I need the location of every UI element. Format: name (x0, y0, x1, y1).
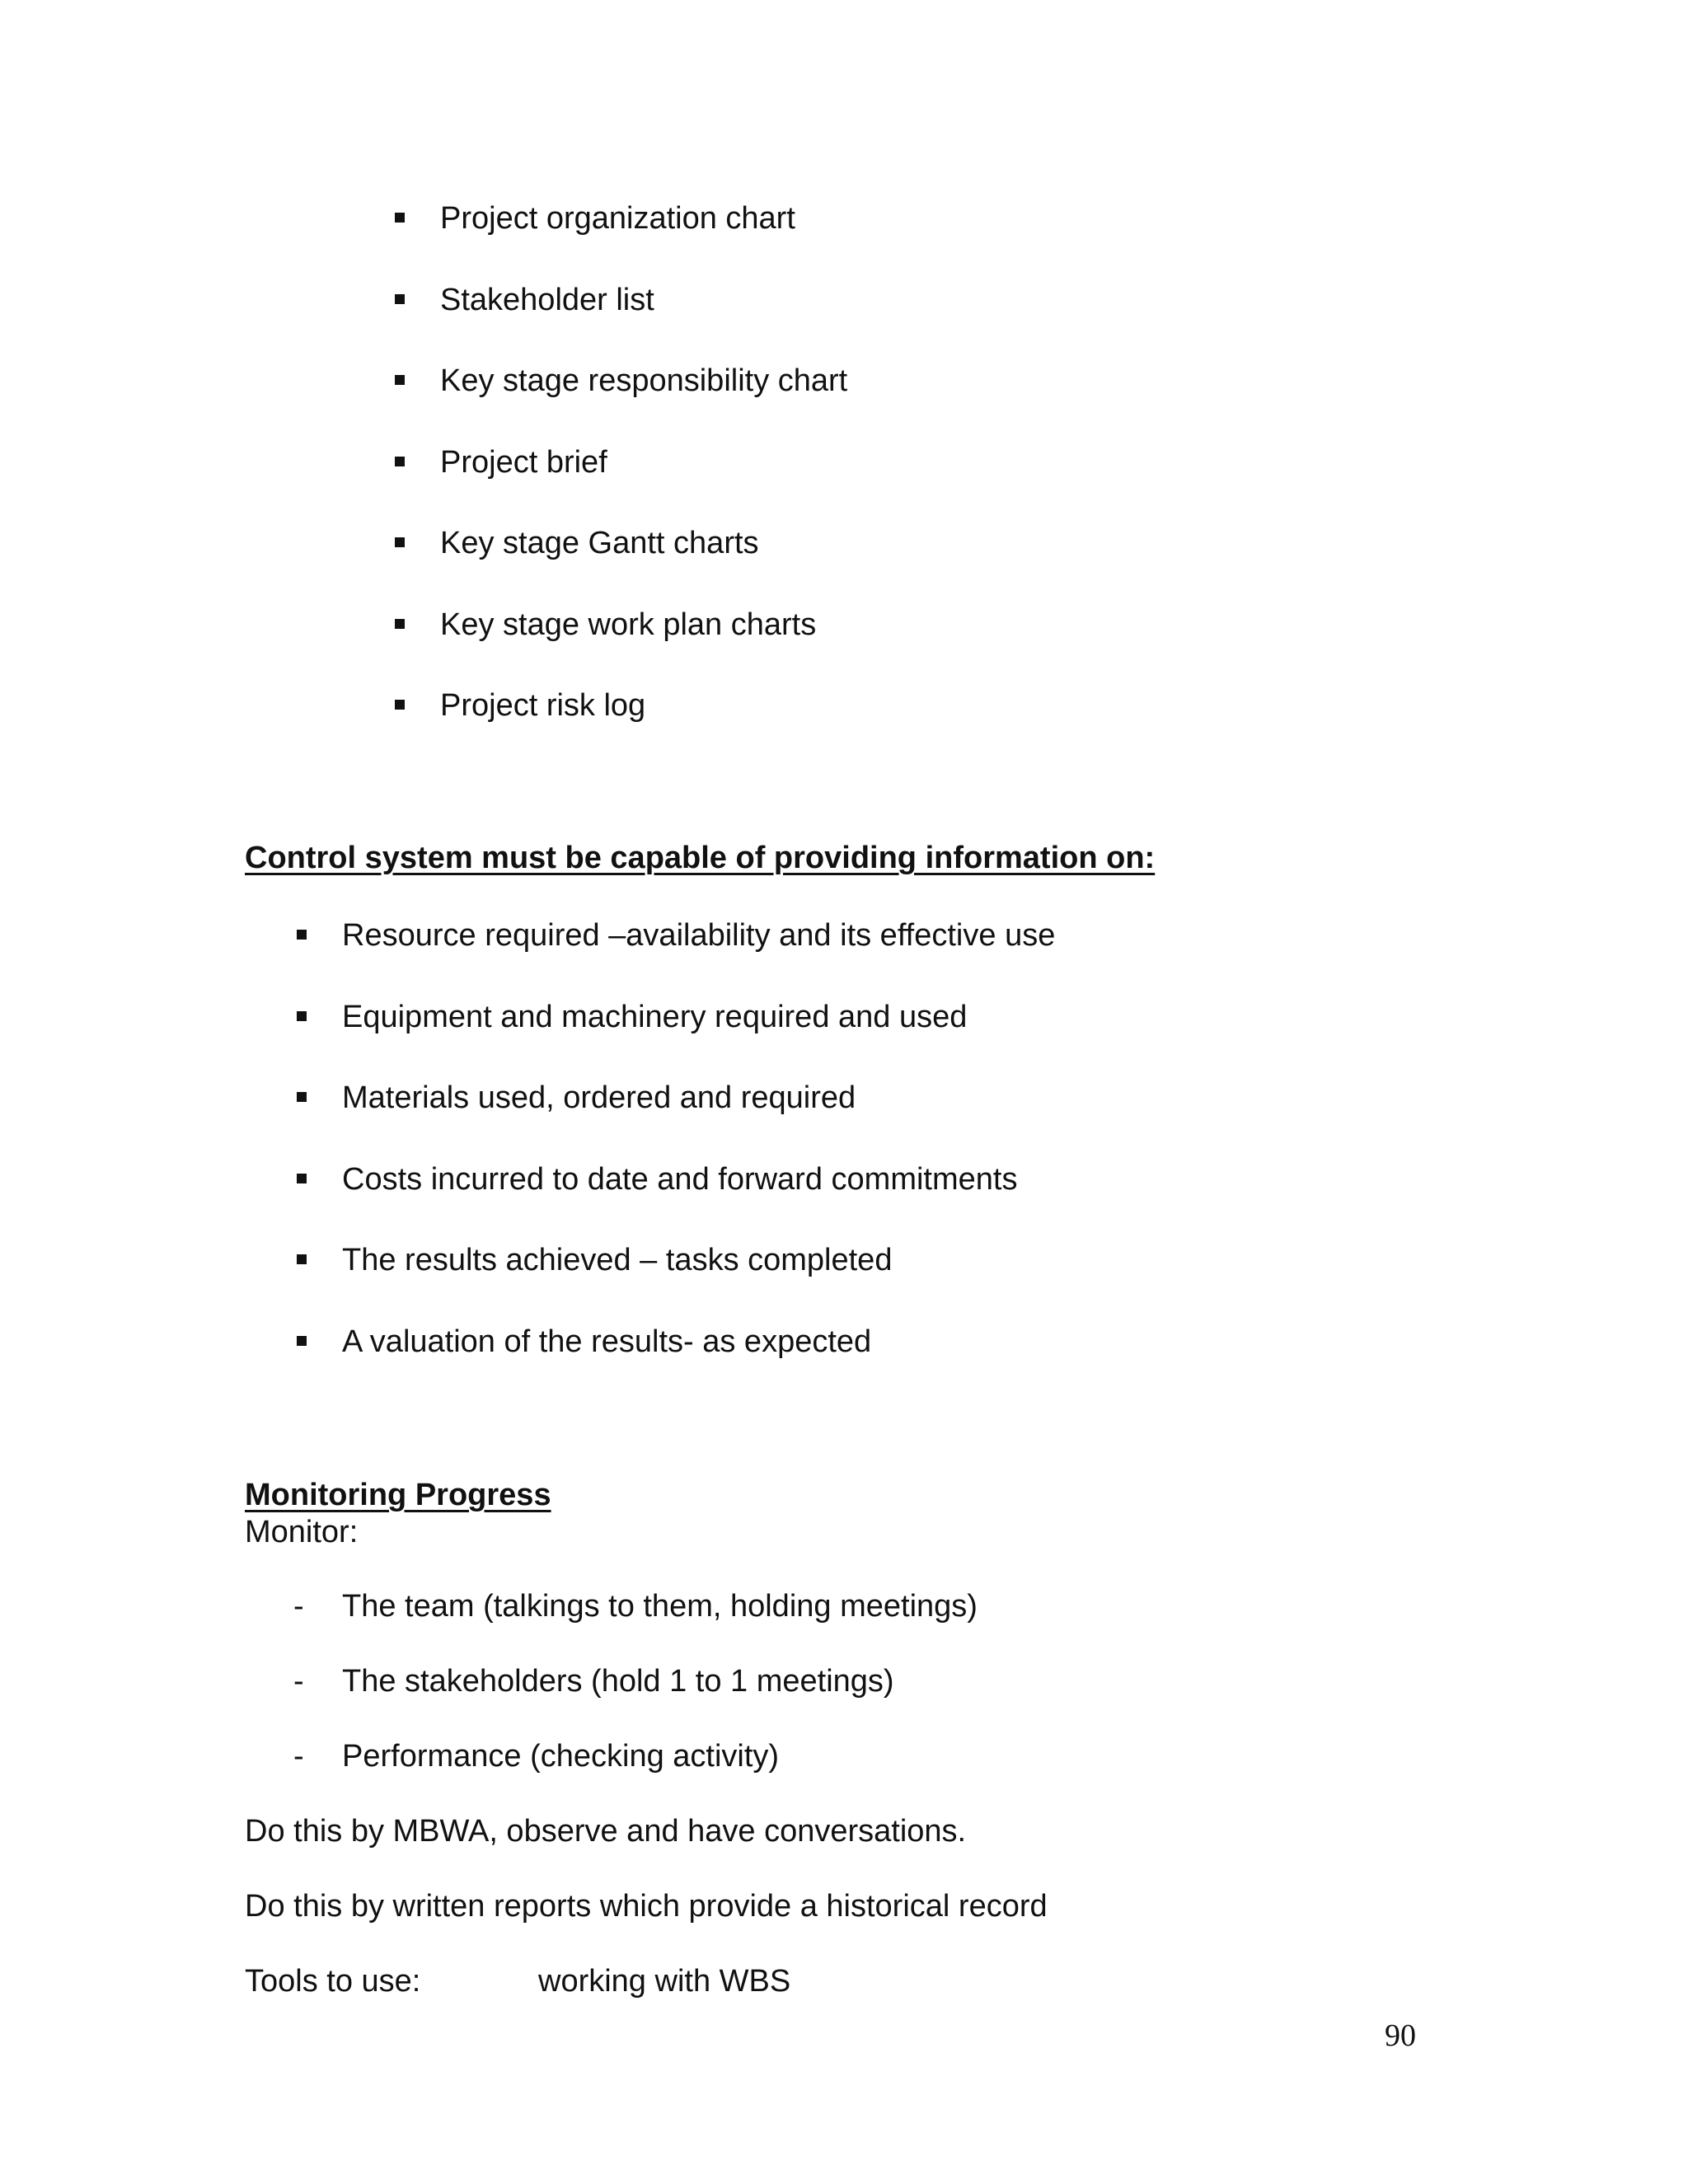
tools-label: Tools to use: (245, 1964, 421, 1999)
list-item-label: Performance (checking activity) (342, 1739, 780, 1774)
square-bullet-icon (395, 375, 405, 385)
list-item-label: Project organization chart (440, 201, 795, 236)
square-bullet-icon (395, 537, 405, 547)
list-item-label: The results achieved – tasks completed (342, 1243, 893, 1277)
square-bullet-icon (395, 619, 405, 629)
list-item-label: Stakeholder list (440, 283, 654, 317)
square-bullet-icon (395, 457, 405, 466)
square-bullet-icon (297, 1336, 307, 1346)
dash-bullet: - (293, 1739, 304, 1774)
square-bullet-icon (395, 294, 405, 304)
page-number: 90 (1385, 2018, 1416, 2053)
list-item-label: Resource required –availability and its effective use (342, 918, 1056, 953)
paragraph: Do this by MBWA, observe and have conversations. (245, 1814, 967, 1849)
tools-value: working with WBS (538, 1964, 791, 1999)
section-heading: Control system must be capable of providing information on: (245, 841, 1156, 875)
dash-bullet: - (293, 1664, 304, 1699)
list-item-label: Materials used, ordered and required (342, 1080, 856, 1115)
list-item-label: The stakeholders (hold 1 to 1 meetings) (342, 1664, 894, 1699)
square-bullet-icon (297, 930, 307, 940)
square-bullet-icon (395, 700, 405, 710)
list-item-label: Project brief (440, 445, 607, 480)
paragraph: Do this by written reports which provide a historical record (245, 1889, 1048, 1924)
dash-bullet: - (293, 1589, 304, 1624)
monitor-intro: Monitor: (245, 1515, 359, 1549)
square-bullet-icon (297, 1092, 307, 1102)
list-item-label: The team (talkings to them, holding meetings) (342, 1589, 978, 1624)
square-bullet-icon (395, 213, 405, 223)
list-item-label: Key stage Gantt charts (440, 526, 759, 560)
list-item-label: Costs incurred to date and forward commitments (342, 1162, 1018, 1197)
square-bullet-icon (297, 1174, 307, 1183)
list-item-label: Key stage responsibility chart (440, 363, 848, 398)
section-heading: Monitoring Progress (245, 1478, 551, 1512)
square-bullet-icon (297, 1011, 307, 1021)
square-bullet-icon (297, 1254, 307, 1264)
list-item-label: A valuation of the results- as expected (342, 1324, 872, 1359)
list-item-label: Equipment and machinery required and used (342, 1000, 968, 1034)
list-item-label: Key stage work plan charts (440, 607, 817, 642)
list-item-label: Project risk log (440, 688, 646, 723)
